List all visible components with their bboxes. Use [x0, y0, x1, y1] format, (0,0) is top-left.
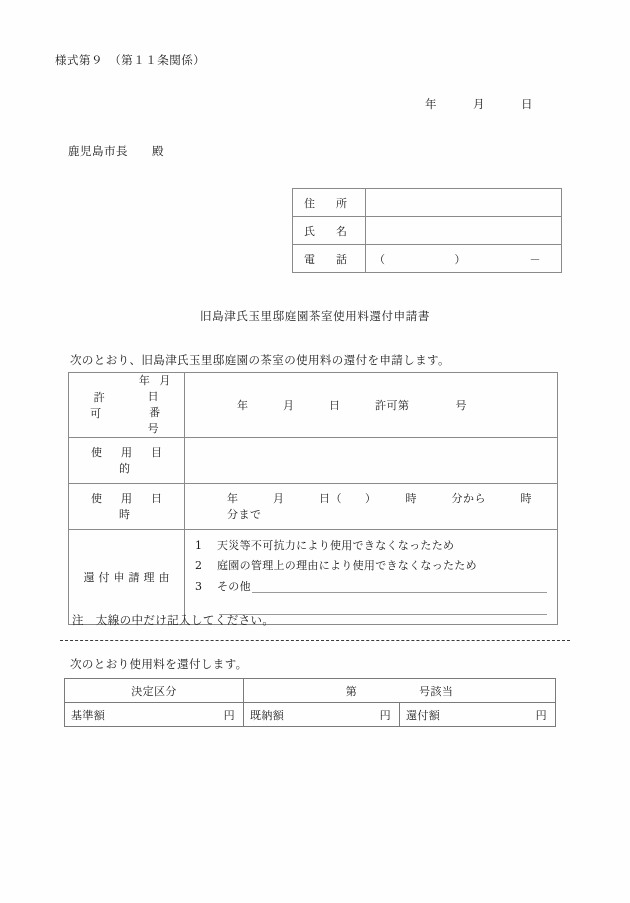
permit-number-label — [69, 373, 192, 438]
table-row — [65, 703, 556, 727]
refund-reason-label: 還付申請理由 — [69, 529, 185, 624]
clause-prefix: 第 — [345, 684, 358, 698]
reason-text: 庭園の管理上の理由により使用できなくなったため — [217, 559, 477, 573]
list-item[interactable] — [195, 540, 547, 552]
reason-number: 1 — [195, 538, 203, 552]
reason-text: その他 — [217, 580, 251, 594]
paid-amount-label: 既納額 — [250, 708, 285, 722]
permit-number-value[interactable]: 年 月 日 許可第 号 — [185, 373, 558, 438]
list-item[interactable] — [195, 581, 547, 593]
table-row — [65, 679, 556, 703]
applicant-name-value[interactable] — [366, 217, 562, 245]
reason-other-input-line[interactable] — [252, 581, 547, 593]
applicant-name-label: 氏 名 — [293, 217, 366, 245]
decision-clause-header — [244, 679, 556, 703]
table-row — [293, 189, 562, 217]
lead-statement: 次のとおり、旧島津氏玉里邸庭園の茶室の使用料の還付を申請します。 — [70, 353, 450, 367]
usage-purpose-value[interactable] — [185, 437, 558, 483]
application-detail-table — [68, 372, 567, 625]
usage-purpose-label: 使 用 目 的 — [69, 437, 185, 483]
refund-amount-label: 還付額 — [406, 708, 441, 722]
form-note: 注 太線の中だけ記入してください。 — [72, 613, 275, 627]
page-title: 旧島津氏玉里邸庭園茶室使用料還付申請書 — [200, 309, 430, 323]
date-line: 年 月 日 — [425, 97, 533, 111]
refund-reason-options — [185, 529, 558, 624]
permit-label-main: 許 可 — [90, 390, 130, 420]
refund-amount-unit: 円 — [535, 708, 547, 722]
applicant-address-label: 住 所 — [293, 189, 366, 217]
form-number: 様式第９ （第１１条関係） — [55, 53, 206, 67]
table-row — [69, 373, 558, 438]
addressee-line: 鹿児島市長 殿 — [68, 144, 164, 158]
table-row — [293, 217, 562, 245]
table-row — [69, 483, 558, 529]
reason-number: 2 — [195, 559, 203, 573]
table-row — [293, 245, 562, 273]
standard-amount-unit: 円 — [223, 708, 235, 722]
decision-table — [64, 678, 556, 727]
standard-amount-label: 基準額 — [71, 708, 106, 722]
list-item[interactable] — [195, 560, 547, 572]
clause-suffix: 号該当 — [419, 684, 454, 698]
applicant-phone-label: 電 話 — [293, 245, 366, 273]
usage-datetime-label: 使 用 日 時 — [69, 483, 185, 529]
paid-amount-unit: 円 — [379, 708, 391, 722]
usage-datetime-value[interactable]: 年 月 日（ ） 時 分から 時 分まで — [185, 483, 558, 529]
permit-label-line1: 年 月 日 — [138, 374, 174, 403]
cut-line-divider — [60, 640, 570, 641]
decision-lead-statement: 次のとおり使用料を還付します。 — [70, 657, 248, 671]
standard-amount-cell[interactable] — [65, 703, 244, 727]
permit-label-line2: 番 号 — [147, 405, 192, 435]
reason-number: 3 — [195, 580, 203, 594]
paid-amount-cell[interactable] — [244, 703, 400, 727]
applicant-address-value[interactable] — [366, 189, 562, 217]
reason-text: 天災等不可抗力により使用できなくなったため — [217, 538, 455, 552]
table-row — [69, 529, 558, 624]
decision-category-header: 決定区分 — [65, 679, 244, 703]
applicant-phone-value[interactable]: （ ） － — [366, 245, 562, 273]
applicant-info-table — [292, 188, 562, 273]
refund-amount-cell[interactable] — [400, 703, 556, 727]
table-row — [69, 437, 558, 483]
